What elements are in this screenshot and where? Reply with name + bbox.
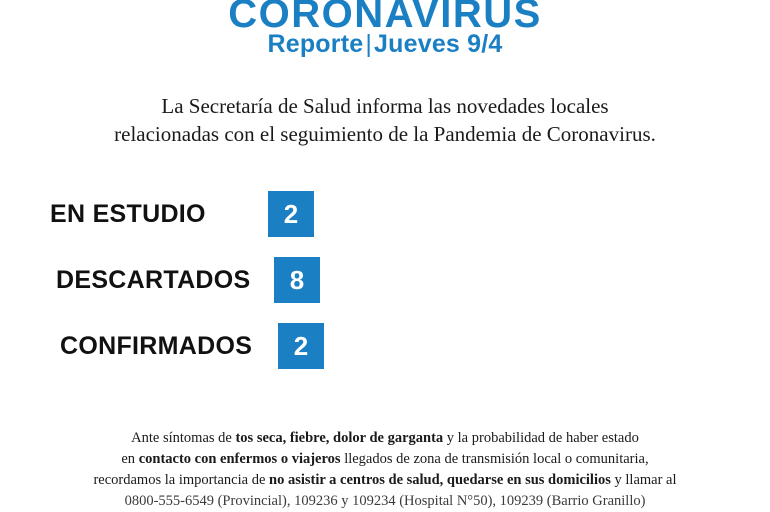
intro-line-1: La Secretaría de Salud informa las novedades locales [161,94,609,118]
intro-line-2: relacionadas con el seguimiento de la Pandemia de Coronavirus. [114,121,656,146]
footer-line-1-text-c: y la probabilidad de haber estado [443,429,639,446]
footer-line-3-text-a: recordamos la importancia de [93,471,270,488]
stat-value-confirmados: 2 [278,323,324,369]
footer-line-2-contact: contacto con enfermos o viajeros [138,450,341,467]
report-date: Jueves 9/4 [374,30,503,58]
footer-line-2 [38,449,732,470]
report-label: Reporte [267,30,364,58]
page-title: CORONAVIRUS [228,0,542,36]
footer-line-1 [38,428,732,449]
stat-row [50,186,770,242]
stats-list [50,186,770,374]
subtitle-separator: | [365,30,373,58]
stat-value-en-estudio: 2 [268,191,314,237]
report-header [0,0,770,59]
footer-recommendations [0,428,770,509]
footer-line-2-text-c: llegados de zona de transmisión local o comunitaria, [340,450,649,467]
stat-value-descartados: 8 [274,257,320,303]
stat-label-descartados: DESCARTADOS [56,265,251,294]
footer-line-1-symptoms: tos seca, fiebre, dolor de garganta [235,429,444,446]
stat-label-en-estudio: EN ESTUDIO [50,199,206,228]
footer-line-3-text-c: y llamar al [610,471,677,488]
footer-line-3 [38,470,732,491]
intro-paragraph [35,93,735,148]
footer-line-1-text-a: Ante síntomas de [131,429,236,446]
footer-line-2-text-a: en [121,450,139,467]
stat-row [50,252,770,308]
stat-row [50,318,770,374]
footer-line-3-advice: no asistir a centros de salud, quedarse en sus domicilios [269,471,611,488]
footer-line-4-phones: 0800-555-6549 (Provincial), 109236 y 109234 (Hospital N°50), 109239 (Barrio Granillo) [124,493,646,509]
report-subtitle [0,30,770,59]
stat-label-confirmados: CONFIRMADOS [60,331,253,360]
